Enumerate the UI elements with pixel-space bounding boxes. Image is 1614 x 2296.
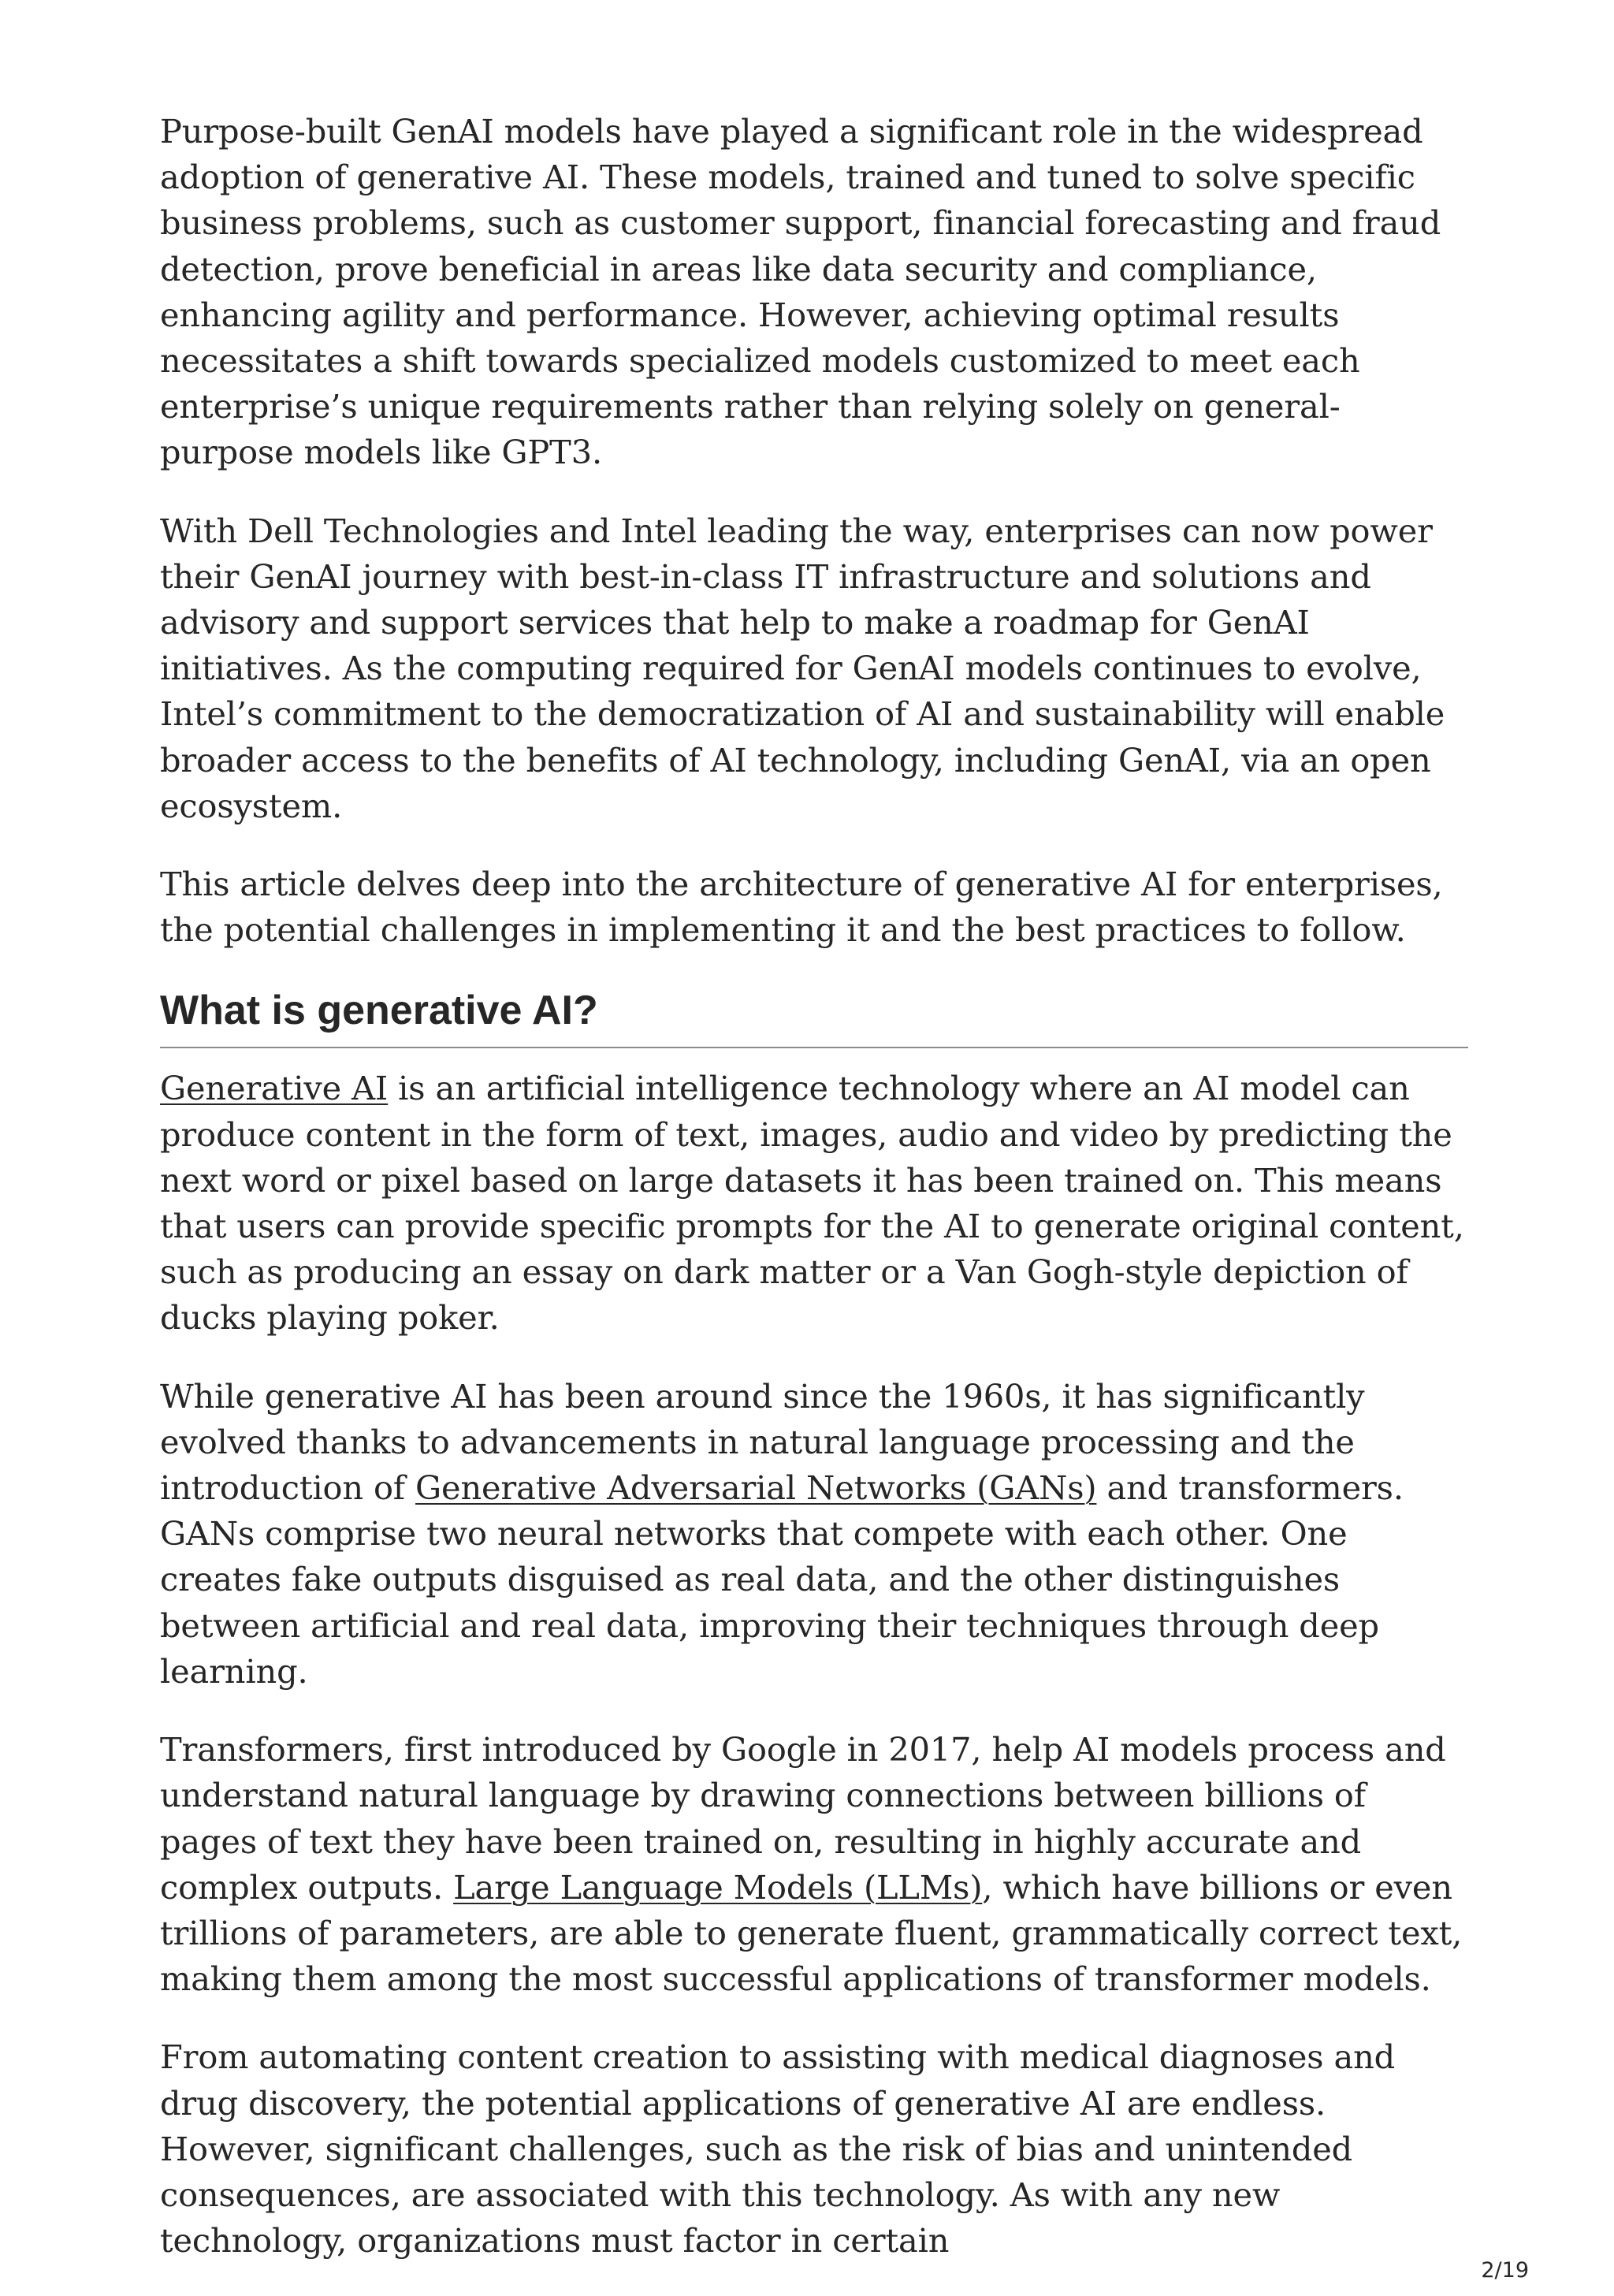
paragraph-text: and transformers. GANs comprise two neural networks that compete with each other. One creates fake outputs disguised as real data, and the other distinguishes between artificial and real data, improving their techniques through deep learning. xyxy=(160,1468,1404,1691)
paragraph-dell-intel: With Dell Technologies and Intel leading the way, enterprises can now power their GenAI journey with best-in-class IT infrastructure and solutions and advisory and support services that help to make a roadmap for GenAI initiatives. As the computing required for GenAI models continues to evolve, Intel’s commitment to the democratization of AI and sustainability will enable broader access to the benefits of AI technology, including GenAI, via an open ecosystem. xyxy=(160,511,1445,825)
paragraph-text: While generative AI has been around since the 1960s, it has significantly evolved thanks to advancements in natural language processing and the introduction of xyxy=(160,1376,1365,1508)
paragraph-gans xyxy=(160,1374,1468,1695)
article-body xyxy=(160,109,1468,2296)
paragraph-transformers xyxy=(160,1727,1468,2002)
link-llms[interactable]: Large Language Models (LLMs) xyxy=(453,1867,983,1907)
paragraph-applications: From automating content creation to assisting with medical diagnoses and drug discovery, the potential applications of generative AI are endless. However, significant challenges, such as the risk of bias and unintended consequences, are associated with this technology. As with any new technology, organizations must factor in certain xyxy=(160,2037,1396,2261)
link-gans[interactable]: Generative Adversarial Networks (GANs) xyxy=(415,1468,1097,1508)
paragraph-text: , which have billions or even trillions of parameters, are able to generate fluent, grammatically correct text, making them among the most successful applications of transformer models. xyxy=(160,1867,1463,1999)
paragraph-article-overview: This article delves deep into the architecture of generative AI for enterprises, the potential challenges in implementing it and the best practices to follow. xyxy=(160,865,1443,950)
section-heading-what-is-generative-ai: What is generative AI? xyxy=(160,985,1468,1048)
paragraph-text: is an artificial intelligence technology where an AI model can produce content in the form of text, images, audio and video by predicting the next word or pixel based on large datasets it has been trained on. This means that users can provide specific prompts for the AI to generate original content, such as producing an essay on dark matter or a Van Gogh-style depiction of ducks playing poker. xyxy=(160,1069,1464,1338)
link-generative-ai[interactable]: Generative AI xyxy=(160,1069,389,1108)
paragraph-text: Transformers, first introduced by Google in 2017, help AI models process and understand natural language by drawing connections between billions of pages of text they have been trained on, resulting in highly accurate and complex outputs. xyxy=(160,1730,1446,1907)
paragraph-purpose-built-models: Purpose-built GenAI models have played a significant role in the widespread adoption of generative AI. These models, trained and tuned to solve specific business problems, such as customer support, financial forecasting and fraud detection, prove beneficial in areas like data security and compliance, enhancing agility and performance. However, achieving optimal results necessitates a shift towards specialized models customized to meet each enterprise’s unique requirements rather than relying solely on general-purpose models like GPT3. xyxy=(160,112,1441,472)
paragraph-generative-ai-definition xyxy=(160,1066,1468,1341)
page-number: 2/19 xyxy=(1481,2258,1529,2283)
